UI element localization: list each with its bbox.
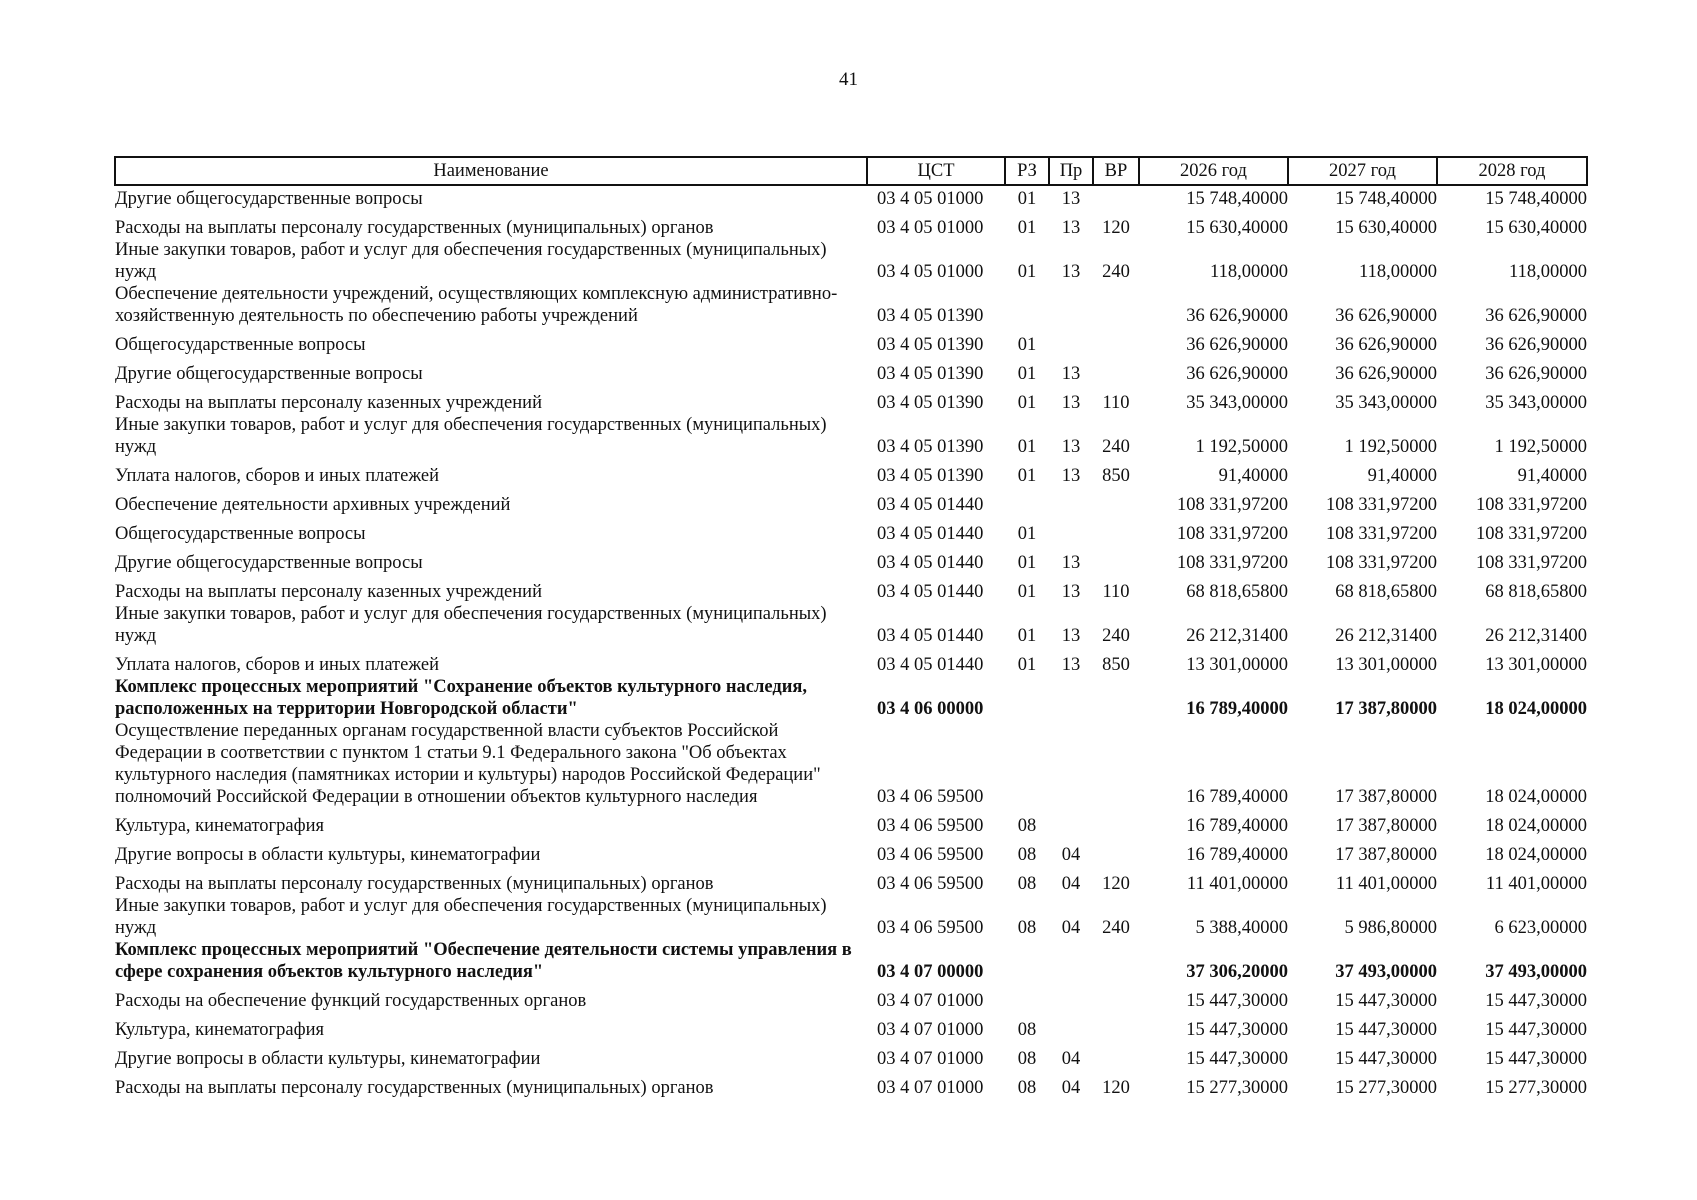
cell-rz: 01 — [1017, 582, 1037, 602]
table-header-row — [115, 157, 1587, 185]
table-row — [115, 603, 1587, 647]
cell-rz: 08 — [1017, 874, 1037, 894]
cell-pr: 04 — [1061, 1049, 1081, 1069]
cell-cst: 03 4 05 01390 — [877, 393, 984, 413]
cell-cst: 03 4 06 00000 — [877, 699, 984, 719]
cell-cst: 03 4 05 01390 — [877, 306, 984, 326]
cell-pr: 13 — [1061, 437, 1081, 457]
cell-cst: 03 4 06 59500 — [877, 816, 984, 836]
cell-pr: 04 — [1061, 874, 1081, 894]
cell-y2028: 15 447,30000 — [1485, 1049, 1587, 1069]
cell-vr: 240 — [1102, 262, 1130, 282]
cell-y2028: 26 212,31400 — [1485, 626, 1587, 646]
table-row — [115, 866, 1587, 895]
cell-y2028: 91,40000 — [1517, 466, 1587, 486]
header-name: Наименование — [115, 157, 867, 185]
cell-pr: 13 — [1061, 655, 1081, 675]
cell-name: Уплата налогов, сборов и иных платежей — [115, 655, 440, 675]
cell-y2028: 36 626,90000 — [1485, 364, 1587, 384]
cell-vr — [1093, 283, 1139, 327]
cell-rz — [1005, 983, 1049, 1012]
cell-pr: 04 — [1061, 845, 1081, 865]
cell-rz: 08 — [1017, 1049, 1037, 1069]
cell-pr: 13 — [1061, 466, 1081, 486]
cell-y2026: 35 343,00000 — [1186, 393, 1288, 413]
cell-vr: 120 — [1102, 874, 1130, 894]
cell-vr — [1093, 676, 1139, 720]
cell-y2026: 16 789,40000 — [1186, 845, 1288, 865]
header-2026: 2026 год — [1139, 157, 1288, 185]
cell-cst: 03 4 06 59500 — [877, 918, 984, 938]
cell-cst: 03 4 07 00000 — [877, 962, 984, 982]
cell-pr: 13 — [1061, 262, 1081, 282]
cell-y2027: 15 748,40000 — [1335, 189, 1437, 209]
cell-rz: 01 — [1017, 626, 1037, 646]
cell-pr: 13 — [1061, 189, 1081, 209]
cell-y2027: 17 387,80000 — [1335, 845, 1437, 865]
cell-rz: 08 — [1017, 816, 1037, 836]
table-row — [115, 1041, 1587, 1070]
cell-name: Расходы на обеспечение функций государственных органов — [115, 991, 587, 1011]
table-row — [115, 185, 1587, 210]
header-cst: ЦСТ — [867, 157, 1005, 185]
cell-name: Культура, кинематография — [115, 1020, 325, 1040]
cell-rz: 01 — [1017, 393, 1037, 413]
cell-name: Комплекс процессных мероприятий "Сохранение объектов культурного наследия, расположенных на территории Новгородской области" — [115, 677, 808, 719]
cell-vr: 240 — [1102, 626, 1130, 646]
cell-cst: 03 4 07 01000 — [877, 1020, 984, 1040]
cell-name: Иные закупки товаров, работ и услуг для обеспечения государственных (муниципальных) нужд — [115, 896, 827, 938]
cell-name: Другие общегосударственные вопросы — [115, 553, 423, 573]
table-row — [115, 676, 1587, 720]
header-2027: 2027 год — [1288, 157, 1437, 185]
table-row — [115, 837, 1587, 866]
cell-name: Расходы на выплаты персоналу государственных (муниципальных) органов — [115, 1078, 714, 1098]
cell-name: Другие вопросы в области культуры, кинематографии — [115, 1049, 541, 1069]
cell-name: Расходы на выплаты персоналу казенных учреждений — [115, 393, 542, 413]
cell-y2028: 108 331,97200 — [1476, 553, 1587, 573]
cell-y2026: 36 626,90000 — [1186, 364, 1288, 384]
cell-name: Расходы на выплаты персоналу казенных учреждений — [115, 582, 542, 602]
cell-y2026: 108 331,97200 — [1177, 495, 1288, 515]
cell-y2027: 15 447,30000 — [1335, 1020, 1437, 1040]
cell-y2026: 36 626,90000 — [1186, 335, 1288, 355]
cell-rz: 01 — [1017, 335, 1037, 355]
cell-y2028: 108 331,97200 — [1476, 524, 1587, 544]
cell-rz — [1005, 720, 1049, 808]
cell-name: Другие вопросы в области культуры, кинематографии — [115, 845, 541, 865]
cell-rz: 01 — [1017, 524, 1037, 544]
cell-rz: 01 — [1017, 655, 1037, 675]
cell-name: Комплекс процессных мероприятий "Обеспечение деятельности системы управления в сфере сохранения объектов культурного наследия" — [115, 940, 852, 982]
table-row — [115, 983, 1587, 1012]
header-2028: 2028 год — [1437, 157, 1587, 185]
cell-y2027: 91,40000 — [1367, 466, 1437, 486]
cell-y2026: 16 789,40000 — [1186, 787, 1288, 807]
cell-y2027: 17 387,80000 — [1335, 699, 1437, 719]
table-row — [115, 1012, 1587, 1041]
cell-y2026: 91,40000 — [1218, 466, 1288, 486]
cell-name: Расходы на выплаты персоналу государственных (муниципальных) органов — [115, 218, 714, 238]
cell-y2026: 118,00000 — [1210, 262, 1288, 282]
table-row — [115, 647, 1587, 676]
table-row — [115, 239, 1587, 283]
table-row — [115, 939, 1587, 983]
cell-pr: 13 — [1061, 218, 1081, 238]
cell-y2027: 68 818,65800 — [1335, 582, 1437, 602]
table-row — [115, 385, 1587, 414]
cell-pr: 04 — [1061, 1078, 1081, 1098]
cell-vr — [1093, 185, 1139, 210]
cell-y2026: 13 301,00000 — [1186, 655, 1288, 675]
cell-cst: 03 4 05 01440 — [877, 582, 984, 602]
cell-vr — [1093, 516, 1139, 545]
cell-y2027: 17 387,80000 — [1335, 787, 1437, 807]
cell-name: Иные закупки товаров, работ и услуг для обеспечения государственных (муниципальных) нужд — [115, 415, 827, 457]
cell-vr: 850 — [1102, 655, 1130, 675]
cell-vr — [1093, 983, 1139, 1012]
cell-name: Осуществление переданных органам государственной власти субъектов Российской Федерации в соответствии с пунктом 1 статьи 9.1 Федерального закона "Об объектах культурного наследия (памятниках истории и культуры) народов Российской Федерации" полномочий Российской Федерации в отношении объектов культурного наследия — [115, 721, 821, 807]
cell-y2026: 15 748,40000 — [1186, 189, 1288, 209]
cell-y2026: 16 789,40000 — [1186, 816, 1288, 836]
table-row — [115, 327, 1587, 356]
cell-rz: 01 — [1017, 437, 1037, 457]
cell-pr: 04 — [1061, 918, 1081, 938]
cell-vr — [1093, 1041, 1139, 1070]
cell-name: Общегосударственные вопросы — [115, 335, 366, 355]
cell-pr: 13 — [1061, 582, 1081, 602]
cell-y2028: 108 331,97200 — [1476, 495, 1587, 515]
cell-y2028: 68 818,65800 — [1485, 582, 1587, 602]
cell-rz: 01 — [1017, 364, 1037, 384]
cell-y2027: 15 447,30000 — [1335, 1049, 1437, 1069]
table-row — [115, 808, 1587, 837]
table-row — [115, 545, 1587, 574]
cell-y2028: 13 301,00000 — [1485, 655, 1587, 675]
cell-y2026: 108 331,97200 — [1177, 553, 1288, 573]
budget-table — [114, 156, 1588, 1099]
cell-vr — [1093, 487, 1139, 516]
cell-pr — [1049, 283, 1093, 327]
cell-y2027: 35 343,00000 — [1335, 393, 1437, 413]
cell-name: Другие общегосударственные вопросы — [115, 189, 423, 209]
cell-y2027: 1 192,50000 — [1344, 437, 1437, 457]
cell-name: Иные закупки товаров, работ и услуг для обеспечения государственных (муниципальных) нужд — [115, 604, 827, 646]
cell-y2027: 36 626,90000 — [1335, 306, 1437, 326]
cell-rz: 08 — [1017, 845, 1037, 865]
cell-vr: 850 — [1102, 466, 1130, 486]
cell-y2026: 108 331,97200 — [1177, 524, 1288, 544]
cell-y2027: 37 493,00000 — [1335, 962, 1437, 982]
cell-cst: 03 4 05 01390 — [877, 466, 984, 486]
cell-y2027: 13 301,00000 — [1335, 655, 1437, 675]
cell-y2028: 118,00000 — [1509, 262, 1587, 282]
cell-y2027: 108 331,97200 — [1326, 553, 1437, 573]
cell-y2026: 26 212,31400 — [1186, 626, 1288, 646]
cell-y2026: 15 447,30000 — [1186, 1020, 1288, 1040]
table-row — [115, 1070, 1587, 1099]
cell-vr: 240 — [1102, 918, 1130, 938]
table-body — [115, 185, 1587, 1099]
cell-y2028: 18 024,00000 — [1485, 845, 1587, 865]
cell-y2028: 15 277,30000 — [1485, 1078, 1587, 1098]
cell-cst: 03 4 06 59500 — [877, 787, 984, 807]
cell-y2026: 11 401,00000 — [1186, 874, 1288, 894]
cell-pr — [1049, 808, 1093, 837]
cell-cst: 03 4 05 01390 — [877, 364, 984, 384]
cell-y2026: 15 447,30000 — [1186, 1049, 1288, 1069]
cell-rz: 01 — [1017, 189, 1037, 209]
header-pr: Пр — [1049, 157, 1093, 185]
cell-pr — [1049, 983, 1093, 1012]
cell-cst: 03 4 05 01440 — [877, 626, 984, 646]
table-row — [115, 574, 1587, 603]
cell-y2027: 11 401,00000 — [1335, 874, 1437, 894]
cell-y2026: 37 306,20000 — [1186, 962, 1288, 982]
cell-pr — [1049, 1012, 1093, 1041]
cell-y2028: 36 626,90000 — [1485, 306, 1587, 326]
cell-vr — [1093, 545, 1139, 574]
cell-y2028: 36 626,90000 — [1485, 335, 1587, 355]
cell-y2028: 15 630,40000 — [1485, 218, 1587, 238]
cell-cst: 03 4 07 01000 — [877, 991, 984, 1011]
cell-rz: 01 — [1017, 466, 1037, 486]
cell-cst: 03 4 05 01390 — [877, 437, 984, 457]
cell-name: Обеспечение деятельности архивных учреждений — [115, 495, 511, 515]
cell-y2026: 1 192,50000 — [1195, 437, 1288, 457]
cell-name: Другие общегосударственные вопросы — [115, 364, 423, 384]
cell-rz: 01 — [1017, 553, 1037, 573]
cell-vr — [1093, 356, 1139, 385]
cell-y2028: 18 024,00000 — [1485, 787, 1587, 807]
cell-rz — [1005, 939, 1049, 983]
cell-pr — [1049, 487, 1093, 516]
cell-vr — [1093, 720, 1139, 808]
cell-y2027: 15 277,30000 — [1335, 1078, 1437, 1098]
cell-pr: 13 — [1061, 553, 1081, 573]
cell-pr — [1049, 939, 1093, 983]
cell-cst: 03 4 06 59500 — [877, 845, 984, 865]
cell-cst: 03 4 05 01440 — [877, 655, 984, 675]
cell-y2027: 118,00000 — [1359, 262, 1437, 282]
cell-name: Расходы на выплаты персоналу государственных (муниципальных) органов — [115, 874, 714, 894]
cell-cst: 03 4 05 01000 — [877, 218, 984, 238]
cell-y2028: 37 493,00000 — [1485, 962, 1587, 982]
cell-cst: 03 4 07 01000 — [877, 1078, 984, 1098]
cell-rz — [1005, 283, 1049, 327]
cell-y2028: 15 447,30000 — [1485, 1020, 1587, 1040]
cell-y2027: 36 626,90000 — [1335, 335, 1437, 355]
cell-pr — [1049, 676, 1093, 720]
cell-cst: 03 4 05 01440 — [877, 524, 984, 544]
cell-pr — [1049, 327, 1093, 356]
header-rz: РЗ — [1005, 157, 1049, 185]
cell-name: Культура, кинематография — [115, 816, 325, 836]
cell-pr: 13 — [1061, 393, 1081, 413]
cell-pr — [1049, 516, 1093, 545]
cell-cst: 03 4 05 01000 — [877, 189, 984, 209]
table-row — [115, 516, 1587, 545]
cell-pr: 13 — [1061, 626, 1081, 646]
cell-cst: 03 4 05 01440 — [877, 495, 984, 515]
cell-name: Общегосударственные вопросы — [115, 524, 366, 544]
cell-y2026: 15 277,30000 — [1186, 1078, 1288, 1098]
cell-vr — [1093, 939, 1139, 983]
cell-rz: 01 — [1017, 218, 1037, 238]
cell-rz: 08 — [1017, 918, 1037, 938]
cell-name: Иные закупки товаров, работ и услуг для обеспечения государственных (муниципальных) нужд — [115, 240, 827, 282]
table-row — [115, 356, 1587, 385]
cell-rz — [1005, 487, 1049, 516]
table-row — [115, 895, 1587, 939]
cell-rz: 01 — [1017, 262, 1037, 282]
cell-y2027: 108 331,97200 — [1326, 524, 1437, 544]
cell-y2026: 15 630,40000 — [1186, 218, 1288, 238]
cell-y2026: 16 789,40000 — [1186, 699, 1288, 719]
table-row — [115, 487, 1587, 516]
table-row — [115, 458, 1587, 487]
cell-vr: 110 — [1102, 393, 1130, 413]
cell-vr: 120 — [1102, 1078, 1130, 1098]
cell-y2028: 18 024,00000 — [1485, 699, 1587, 719]
cell-rz: 08 — [1017, 1078, 1037, 1098]
cell-cst: 03 4 05 01390 — [877, 335, 984, 355]
cell-y2026: 36 626,90000 — [1186, 306, 1288, 326]
cell-y2026: 5 388,40000 — [1195, 918, 1288, 938]
cell-cst: 03 4 05 01440 — [877, 553, 984, 573]
cell-pr: 13 — [1061, 364, 1081, 384]
cell-y2026: 15 447,30000 — [1186, 991, 1288, 1011]
cell-y2027: 108 331,97200 — [1326, 495, 1437, 515]
cell-y2027: 26 212,31400 — [1335, 626, 1437, 646]
cell-vr: 110 — [1102, 582, 1130, 602]
cell-y2026: 68 818,65800 — [1186, 582, 1288, 602]
cell-y2028: 15 748,40000 — [1485, 189, 1587, 209]
cell-y2027: 15 447,30000 — [1335, 991, 1437, 1011]
cell-vr — [1093, 327, 1139, 356]
page-number: 41 — [839, 69, 858, 90]
cell-name: Уплата налогов, сборов и иных платежей — [115, 466, 440, 486]
cell-vr — [1093, 1012, 1139, 1041]
cell-pr — [1049, 720, 1093, 808]
cell-vr: 240 — [1102, 437, 1130, 457]
table-row — [115, 720, 1587, 808]
cell-y2027: 36 626,90000 — [1335, 364, 1437, 384]
cell-y2028: 1 192,50000 — [1494, 437, 1587, 457]
table-row — [115, 210, 1587, 239]
table-row — [115, 283, 1587, 327]
cell-y2027: 5 986,80000 — [1344, 918, 1437, 938]
cell-y2028: 11 401,00000 — [1485, 874, 1587, 894]
cell-y2028: 6 623,00000 — [1494, 918, 1587, 938]
table-row — [115, 414, 1587, 458]
cell-vr — [1093, 837, 1139, 866]
cell-y2028: 15 447,30000 — [1485, 991, 1587, 1011]
cell-y2027: 15 630,40000 — [1335, 218, 1437, 238]
cell-y2028: 35 343,00000 — [1485, 393, 1587, 413]
cell-rz — [1005, 676, 1049, 720]
cell-rz: 08 — [1017, 1020, 1037, 1040]
cell-vr: 120 — [1102, 218, 1130, 238]
cell-cst: 03 4 06 59500 — [877, 874, 984, 894]
cell-y2028: 18 024,00000 — [1485, 816, 1587, 836]
cell-name: Обеспечение деятельности учреждений, осуществляющих комплексную административно-хозяйственную деятельность по обеспечению работы учреждений — [115, 284, 838, 326]
cell-cst: 03 4 05 01000 — [877, 262, 984, 282]
cell-cst: 03 4 07 01000 — [877, 1049, 984, 1069]
header-vr: ВР — [1093, 157, 1139, 185]
cell-vr — [1093, 808, 1139, 837]
cell-y2027: 17 387,80000 — [1335, 816, 1437, 836]
